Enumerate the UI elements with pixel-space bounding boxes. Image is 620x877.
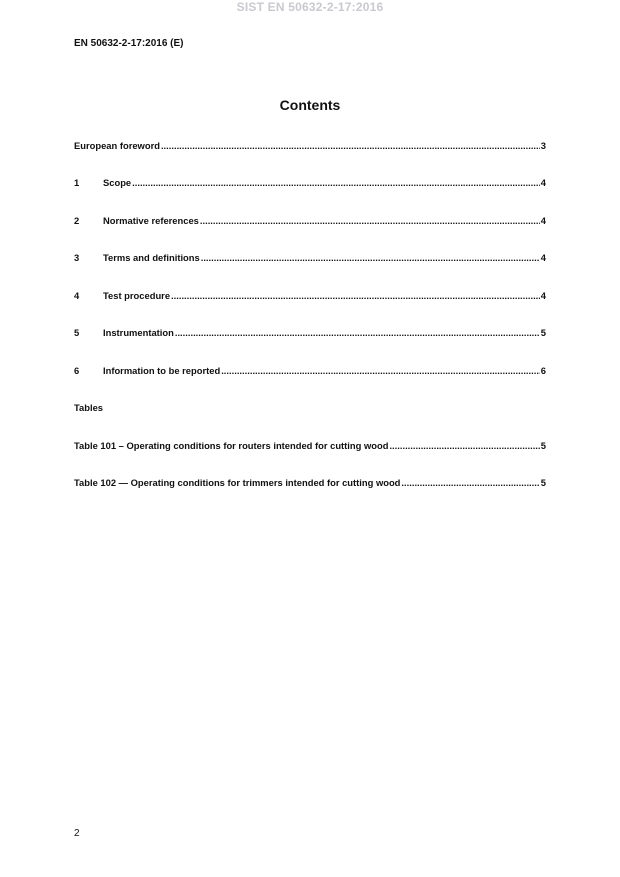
toc-leader-dots [200,215,540,226]
toc-leader-dots [221,365,540,376]
toc-entry-text: Information to be reported [103,365,221,376]
toc-entry-page: 6 [540,365,546,376]
toc-leader-dots [201,252,540,263]
toc-entry-text: Scope [103,177,132,188]
toc-leader-dots [389,440,539,451]
toc-entry-test-procedure[interactable] [74,290,546,301]
toc-entry-instrumentation[interactable] [74,327,546,338]
toc-entry-number: 4 [74,290,80,301]
toc-entry-page: 4 [540,177,546,188]
toc-leader-dots [401,477,539,488]
toc-entry-text: Test procedure [103,290,171,301]
toc-entry-table-101[interactable] [74,440,546,451]
toc-entry-page: 4 [540,252,546,263]
toc-entry-european-foreword[interactable] [74,140,546,151]
toc-entry-page: 3 [540,140,546,151]
toc-leader-dots [132,177,540,188]
toc-entry-number: 1 [74,177,80,188]
toc-entry-normative-references[interactable] [74,215,546,226]
toc-entry-page: 5 [540,477,546,488]
toc-entry-number: 6 [74,365,80,376]
toc-entry-text: European foreword [74,140,160,151]
toc-entry-table-102[interactable] [74,477,546,488]
toc-entry-number: 2 [74,215,80,226]
toc-leader-dots [175,327,540,338]
toc-entry-text: Table 102 — Operating conditions for trimmers intended for cutting wood [74,477,401,488]
toc-entry-text: Terms and definitions [103,252,200,263]
toc-leader-dots [171,290,540,301]
toc-entry-terms-and-definitions[interactable] [74,252,546,263]
page-number: 2 [74,828,80,839]
toc-entry-information-to-be-reported[interactable] [74,365,546,376]
toc-entry-text: Instrumentation [103,327,174,338]
toc-entry-number: 5 [74,327,80,338]
contents-title: Contents [279,97,341,113]
toc-entry-page: 5 [540,327,546,338]
toc-entry-text: Normative references [103,215,199,226]
toc-entry-text: Table 101 – Operating conditions for routers intended for cutting wood [74,440,389,451]
toc-entry-number: 3 [74,252,80,263]
toc-entry-page: 5 [540,440,546,451]
toc-entry-page: 4 [540,215,546,226]
watermark: SIST EN 50632-2-17:2016 [236,0,384,14]
document-id: EN 50632-2-17:2016 (E) [74,38,184,49]
toc-leader-dots [161,140,540,151]
toc-entry-page: 4 [540,290,546,301]
toc-entry-scope[interactable] [74,177,546,188]
tables-heading: Tables [74,402,104,413]
